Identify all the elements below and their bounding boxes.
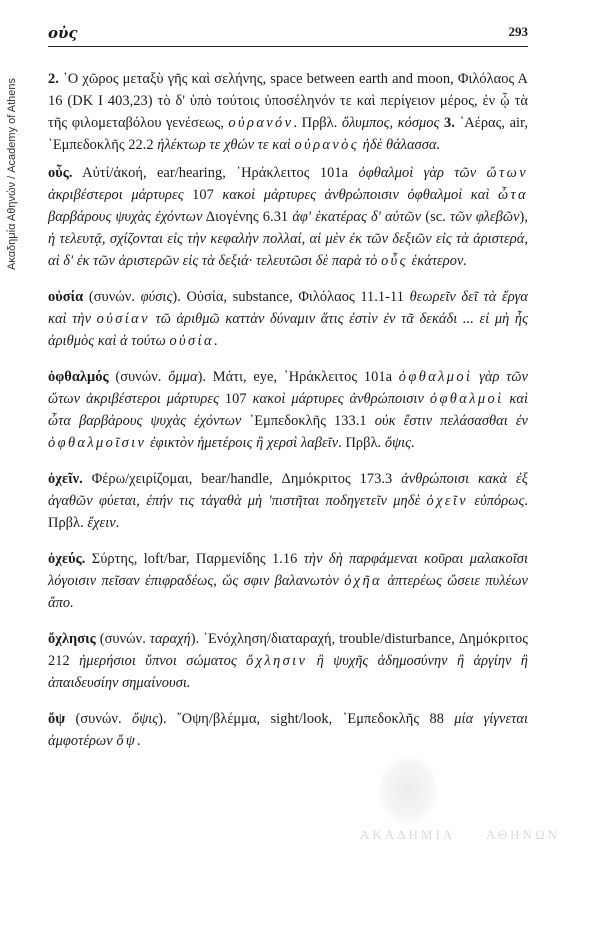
watermark-text-left: ΑΚΑΔΗΜΙΑ: [360, 827, 456, 842]
entry-text: . Πρβλ.: [338, 435, 385, 451]
entry-text: κακοὶ μάρτυρες ἀνθρώποισιν ὀφθαλμοὶ καὶ: [222, 187, 498, 203]
dictionary-entry: [48, 286, 528, 352]
entry-headword: οὐσία: [48, 289, 84, 305]
entry-text: ὤτων: [486, 165, 528, 181]
entry-text: (sc.: [421, 209, 450, 225]
sense-number: 2.: [48, 71, 63, 87]
entry-text: βαρβάρους ψυχὰς ἐχόντων: [48, 209, 203, 225]
entry-text: ἠδὲ θάλασσα.: [359, 137, 441, 153]
entry-text: ὀχεῖν: [426, 493, 469, 509]
entry-text: (συνών.: [108, 369, 169, 385]
entry-text: Σύρτης, loft/bar, Παρμενίδης 1.16: [85, 551, 304, 567]
entry-text: ὄψ: [116, 733, 138, 749]
entry-text: τῶ ἀριθμῶ καττὰν δύναμιν ἅτις ἐστὶν ἐν τᾶ δεκάδι ... εἰ μὴ ἧς ἀριθμὸς καὶ ἁ τούτω: [48, 311, 529, 349]
entry-text: ὀφθαλμοὶ γὰρ τῶν: [358, 165, 487, 181]
entry-text: 107: [219, 391, 253, 407]
entry-text: οὖς: [381, 253, 408, 269]
entry-headword: ὄψ: [48, 711, 66, 727]
entry-text: ᾿Αέρας, air, ᾿Εμπεδοκλῆς 22.2: [48, 115, 528, 153]
entry-text: μία γίγνεται ἀμφοτέρων: [48, 711, 529, 749]
entry-text: ἀνθρώποισι κακὰ ἐξ ἀγαθῶν φύεται, ἐπήν τις τἀγαθὰ μὴ 'πιστῆται ποδηγετεῖν μηδὲ: [48, 471, 528, 509]
entry-text: θεωρεῖν δεῖ τὰ ἔργα καὶ τὴν: [48, 289, 528, 327]
entry-text: οὐσίαν: [96, 311, 150, 327]
entry-text: ),: [519, 209, 529, 225]
watermark-text-right: ΑΘΗΝΩΝ: [485, 827, 560, 842]
entry-headword: ὀχεύς.: [48, 551, 86, 567]
entry-text: (συνών.: [95, 631, 150, 647]
entry-text: οὐκ ἔστιν πελάσασθαι ἐν: [374, 413, 528, 429]
running-head-word: οὐς: [48, 24, 78, 42]
entry-text: ). ῎Οψη/βλέμμα, sight/look, ᾿Εμπεδοκλῆς 88: [158, 711, 455, 727]
entry-text: ὀφθαλμοὶ: [398, 369, 473, 385]
entry-text: εὐπόρως: [468, 493, 525, 509]
entry-text: ἢ ψυχῆς ἀδημοσύνην ἢ ἀργίην ἢ ἀπαιδευσίην σημαίνουσι.: [48, 653, 528, 691]
entry-text: . Πρβλ.: [293, 115, 342, 131]
entry-text: ). Μάτι, eye, ῾Ηράκλειτος 101a: [197, 369, 399, 385]
entry-text: ὀφθαλμοὶ: [429, 391, 504, 407]
entry-text: καὶ ὦτα βαρβάρους ψυχὰς ἐχόντων: [48, 391, 529, 429]
entry-text: ). Οὐσία, substance, Φιλόλαος 11.1-11: [172, 289, 410, 305]
entry-text: ἠλέκτωρ τε χθών τε καὶ: [157, 137, 295, 153]
entry-text: ἀπτερέως ὤσειε πυλέων ἄπο.: [48, 573, 528, 611]
entry-text: ἑκάτερον.: [407, 253, 468, 269]
entry-headword: ὄχλησις: [48, 631, 96, 647]
header-rule: [48, 46, 528, 47]
entry-text: οὐρανόν: [228, 115, 294, 131]
entry-text: Αὐτί/ἀκοή, ear/hearing, ῾Ηράκλειτος 101a: [72, 165, 359, 181]
entry-text: ὄχλησιν: [246, 653, 308, 669]
entry-text: ᾿Εμπεδοκλῆς 133.1: [241, 413, 375, 429]
entry-text: Φέρω/χειρίζομαι, bear/handle, Δημόκριτος 173.3: [82, 471, 402, 487]
entry-text: ὄψις: [131, 711, 159, 727]
dictionary-entry: [48, 708, 528, 752]
entry-text: .: [411, 435, 415, 451]
entry-text: ὄψις: [384, 435, 412, 451]
dictionary-entry: [48, 628, 528, 694]
sense-number: 3.: [444, 115, 455, 131]
entry-text: τῶν φλεβῶν: [449, 209, 520, 225]
dictionary-entry: [48, 68, 528, 156]
entry-text: ῾Ο χῶρος μεταξὺ γῆς καὶ σελήνης, space between earth and moon, Φιλόλαος Α 16 (DK I 403,23) τὸ δ' ὑπὸ τούτοις ὑποσέληνόν τε καὶ περίγειον μέρος, ἐν ᾧ τὰ τῆς φιλομεταβόλου γενέσεως,: [48, 71, 528, 131]
entry-text: .: [213, 333, 218, 349]
page-number: 293: [508, 24, 528, 39]
watermark-seal-icon: [378, 755, 438, 825]
entry-text: ). ᾿Ενόχληση/διαταραχή, trouble/disturbance, Δημόκριτος 212: [48, 631, 528, 669]
entry-text: γὰρ τῶν ὤτων ἀκριβέστεροι μάρτυρες: [48, 369, 528, 407]
entry-headword: οὖς.: [48, 165, 73, 181]
entry-text: ὦτα: [497, 187, 529, 203]
dictionary-entry: [48, 162, 528, 272]
entry-text: ὀχῆα: [344, 573, 383, 589]
dictionary-entry: [48, 468, 528, 534]
entry-text: .: [137, 733, 141, 749]
entry-headword: ὀχεῖν.: [48, 471, 83, 487]
entry-text: τὴν δὴ παρφάμεναι κοῦραι μαλακοῖσι λόγοισιν πεῖσαν ἐπιφραδέως, ὥς σφιν βαλανωτὸν: [48, 551, 529, 589]
entry-text: ἀκριβέστεροι μάρτυρες: [48, 187, 184, 203]
entry-text: ὄμμα: [168, 369, 198, 385]
side-watermark-text: Ακαδημία Αθηνών / Academy of Athens: [6, 77, 18, 270]
entry-text: ἡ τελευτᾷ, σχίζονται εἰς τὴν κεφαλὴν πολλαί, αἱ μὲν ἐκ τῶν δεξιῶν εἰς τὰ ἀριστερά, αἱ δ' ἐκ τῶν ἀριστερῶν εἰς τὰ δεξιά· τελευτῶσι δὲ παρὰ τὸ: [48, 231, 528, 269]
entry-text: κακοὶ μάρτυρες ἀνθρώποισιν: [252, 391, 430, 407]
academy-watermark: [360, 795, 560, 865]
entry-text: 107: [183, 187, 223, 203]
entry-headword: ὀφθαλμός: [48, 369, 109, 385]
entry-text: φύσις: [140, 289, 173, 305]
entry-text: .: [115, 515, 120, 531]
entry-text: (συνών.: [65, 711, 132, 727]
entry-text: ἡμερήσιοι ὕπνοι σώματος: [79, 653, 247, 669]
entry-text: Διογένης 6.31: [202, 209, 293, 225]
entry-text: οὐσία: [169, 333, 214, 349]
dictionary-content: [48, 68, 528, 766]
dictionary-entry: [48, 548, 528, 614]
entry-text: ὄλυμπος, κόσμος: [341, 115, 440, 131]
page-header: [48, 24, 528, 44]
entry-text: ἐφικτὸν ἡμετέροις ἢ χερσὶ λαβεῖν: [146, 435, 339, 451]
entry-text: (συνών.: [83, 289, 141, 305]
entry-text: ἀφ' ἑκατέρας δ' αὐτῶν: [292, 209, 422, 225]
entry-text: . Πρβλ.: [48, 493, 529, 531]
entry-text: ἔχειν: [87, 515, 116, 531]
dictionary-entry: [48, 366, 528, 454]
entry-text: ὀφθαλμοῖσιν: [48, 435, 147, 451]
entry-text: οὐρανὸς: [294, 137, 359, 153]
entry-text: ταραχή: [149, 631, 191, 647]
